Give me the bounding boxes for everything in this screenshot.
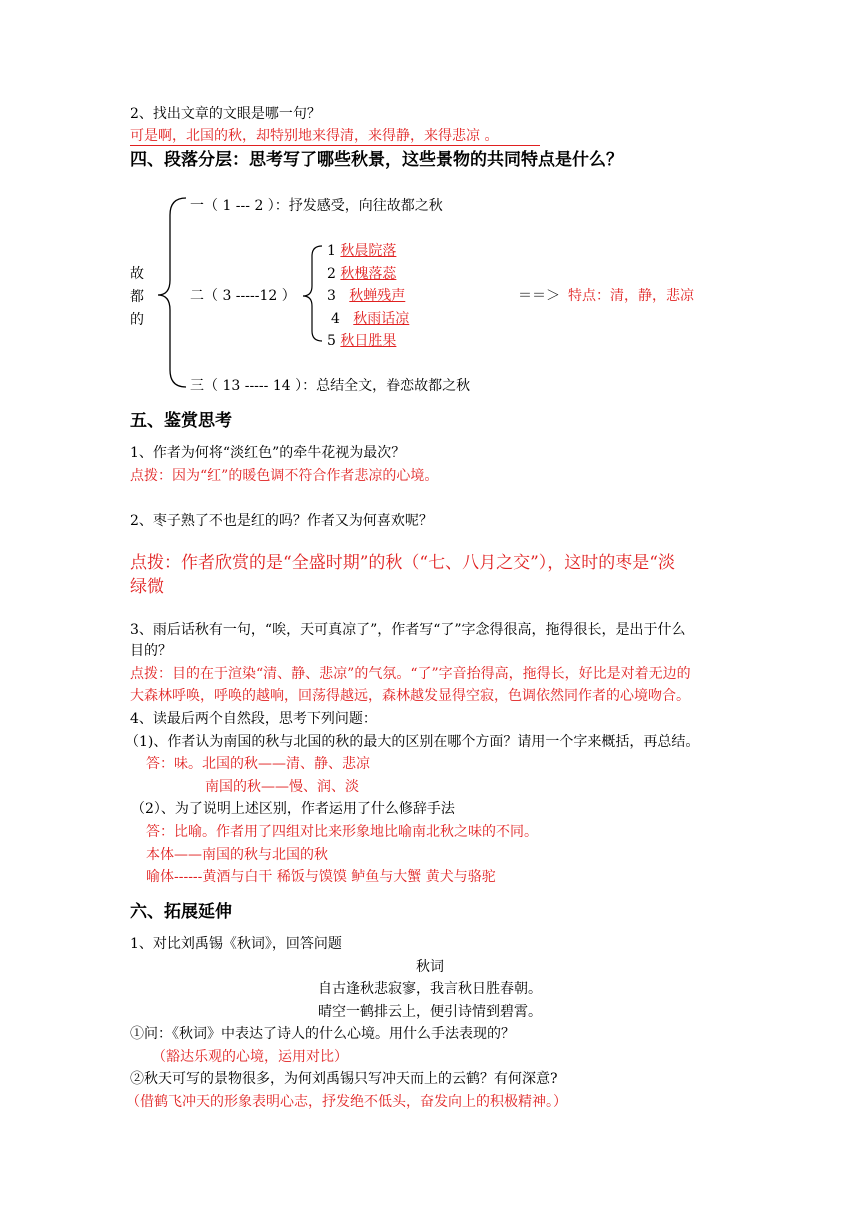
scene-item: 1 秋晨院落: [327, 243, 397, 259]
feature: 特点：清，静，悲凉: [568, 288, 694, 304]
s5-a4-2-line2: 本体——南国的秋与北国的秋: [146, 847, 328, 863]
s5-q1: 1、作者为何将“淡红色”的牵牛花视为最次？: [130, 445, 406, 461]
s6-q1: 1、对比刘禹锡《秋词》，回答问题: [130, 936, 342, 952]
root-char-2: 都: [130, 289, 144, 305]
s6-sa2: （借鹤飞冲天的形象表明心志，抒发绝不低头，奋发向上的积极精神。）: [126, 1094, 567, 1110]
s5-a2-line1: 点拨：作者欣赏的是“全盛时期”的秋（“七、八月之交”），这时的枣是“淡: [130, 553, 675, 573]
part1: 一（ 1 --- 2 ）：抒发感受，向往故都之秋: [190, 198, 443, 214]
scene-item: 3 秋蝉残声: [327, 288, 406, 304]
scene-item: 4 秋雨话凉: [331, 311, 410, 327]
s5-a4-2-line1: 答：比喻。作者用了四组对比来形象地比喻南北秋之味的不同。: [146, 824, 538, 840]
poem-title: 秋词: [416, 959, 444, 975]
s6-sq2: ②秋天可写的景物很多，为何刘禹锡只写冲天而上的云鹤？有何深意?: [130, 1071, 558, 1087]
root-char-3: 的: [130, 312, 144, 328]
s5-q3-line1: 3、雨后话秋有一句，“唉，天可真凉了”，作者写“了”字念得很高，拖得很长，是出于什么: [130, 622, 686, 638]
part3: 三（ 13 ----- 14 ）：总结全文，眷恋故都之秋: [190, 378, 471, 394]
section5-heading: 五、鉴赏思考: [130, 411, 232, 431]
poem-line: 自古逢秋悲寂寥，我言秋日胜春朝。: [318, 981, 542, 997]
q2-answer: 可是啊，北国的秋，却特别地来得清，来得静，来得悲凉 。: [130, 128, 499, 144]
s5-a3-line1: 点拨：目的在于渲染“清、静、悲凉”的气氛。“了”字音抬得高，拖得长，好比是对着无边的: [130, 666, 691, 682]
scene-item: 5 秋日胜果: [327, 333, 397, 349]
s5-a4-2-line3: 喻体------黄酒与白干 稀饭与馍馍 鲈鱼与大蟹 黄犬与骆驼: [146, 869, 496, 885]
s5-q4-2: （2）、为了说明上述区别，作者运用了什么修辞手法: [131, 801, 455, 817]
section6-heading: 六、拓展延伸: [130, 902, 232, 922]
s6-sa1: （豁达乐观的心境，运用对比）: [152, 1049, 348, 1065]
poem-line: 晴空一鹤排云上，便引诗情到碧霄。: [318, 1004, 542, 1020]
s5-q4: 4、读最后两个自然段，思考下列问题：: [130, 711, 377, 727]
part2: 二（ 3 -----12 ）: [190, 288, 296, 304]
s5-a3-line2: 大森林呼唤，呼唤的越响，回荡得越远，森林越发显得空寂，色调依然同作者的心境吻合。: [130, 688, 690, 704]
s5-q2: 2、枣子熟了不也是红的吗？作者又为何喜欢呢？: [130, 513, 433, 529]
root-char-1: 故: [130, 266, 144, 282]
scene-item: 2 秋槐落蕊: [327, 266, 397, 282]
section4-heading: 四、段落分层：思考写了哪些秋景，这些景物的共同特点是什么？: [130, 150, 623, 170]
s5-a2-line2: 绿微: [130, 577, 164, 597]
s6-sq1: ①问：《秋词》中表达了诗人的什么心境。用什么手法表现的？: [130, 1026, 515, 1042]
s5-q4-1: （1)、作者认为南国的秋与北国的秋的最大的区别在哪个方面？请用一个字来概括，再总结。: [125, 734, 700, 750]
s5-a1: 点拨：因为“红”的暖色调不符合作者悲凉的心境。: [130, 468, 439, 484]
arrow: ＝＝＞: [518, 288, 560, 304]
s5-q3-line2: 目的？: [130, 643, 172, 659]
s5-a4-1-line2: 南国的秋——慢、润、淡: [205, 779, 359, 795]
s5-a4-1-line1: 答：味。北国的秋——清、静、悲凉: [146, 756, 370, 772]
q2-question: 2、找出文章的文眼是哪一句？: [130, 106, 321, 122]
